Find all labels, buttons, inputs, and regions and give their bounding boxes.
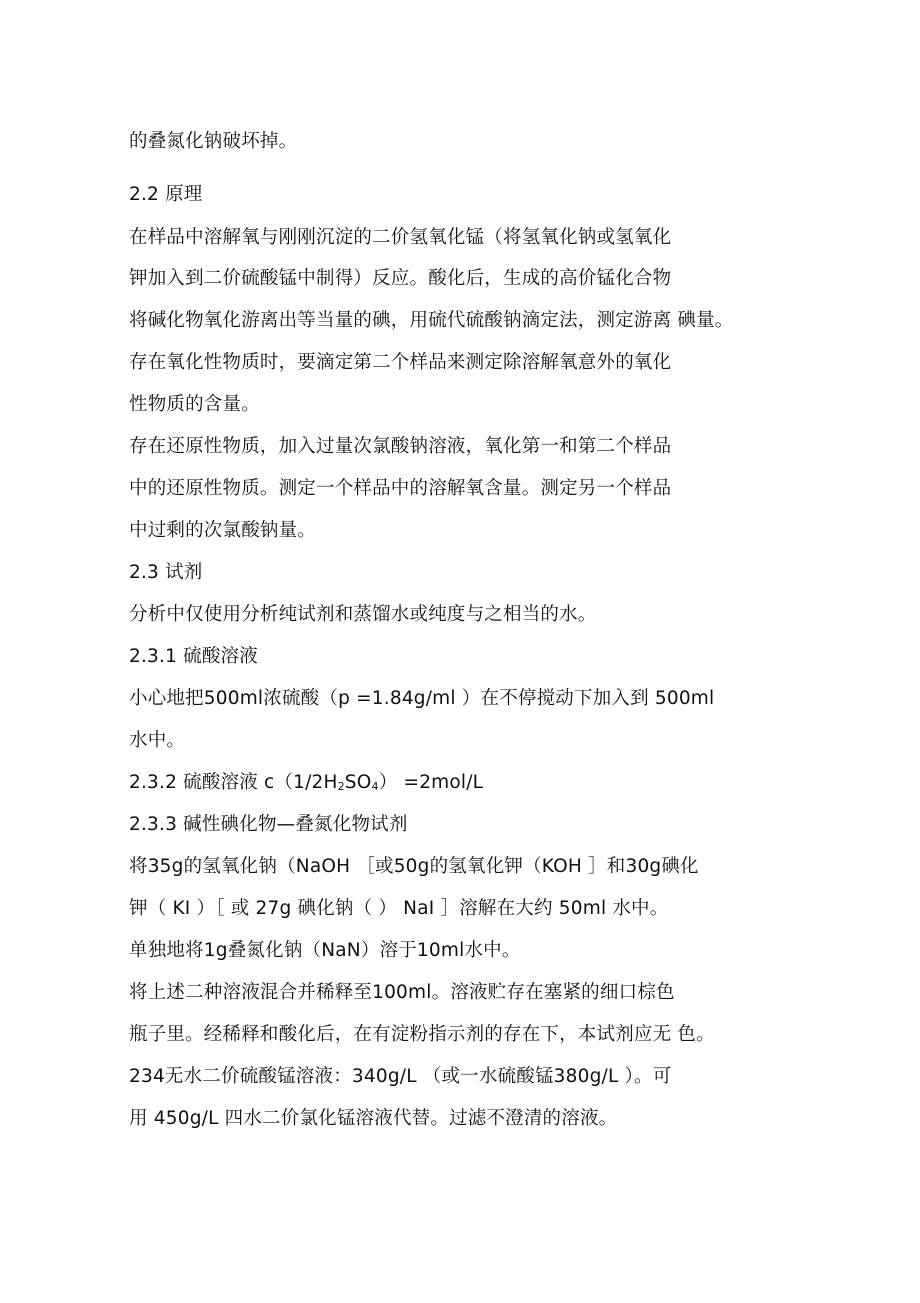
text-line: 分析中仅使用分析纯试剂和蒸馏水或纯度与之相当的水。 [129,604,597,625]
text-line: 钾加入到二价硫酸锰中制得）反应。酸化后，生成的高价锰化合物 [129,268,672,289]
text-line: 小心地把500ml浓硫酸（p =1.84g/ml ）在不停搅动下加入到 500ml [129,688,715,709]
text-line: 用 450g/L 四水二价氯化锰溶液代替。过滤不澄清的溶液。 [129,1108,618,1129]
text-line: 存在还原性物质，加入过量次氯酸钠溶液，氧化第一和第二个样品 [129,436,672,457]
text-line: 钾（ KI ）［ 或 27g 碘化钠（ ） NaI ］溶解在大约 50ml 水中。 [129,898,669,919]
text-line: 水中。 [129,730,186,751]
formula-subscript: 2 [337,780,345,793]
subsection-heading: 2.3.3 碱性碘化物—叠氮化物试剂 [129,814,408,835]
formula-subscript: 4 [371,780,379,793]
text-line: 单独地将1g叠氮化钠（NaN）溶于10ml水中。 [129,940,521,961]
text-line: 将上述二种溶液混合并稀释至100ml。溶液贮存在塞紧的细口棕色 [129,982,675,1003]
section-heading: 2.2 原理 [129,184,203,205]
text-line: 的叠氮化钠破坏掉。 [129,131,298,152]
text-line: 在样品中溶解氧与刚刚沉淀的二价氢氧化锰（将氢氧化钠或氢氧化 [129,227,672,248]
text-line: 中的还原性物质。测定一个样品中的溶解氧含量。测定另一个样品 [129,478,672,499]
text-line: 存在氧化性物质时，要滴定第二个样品来测定除溶解氧意外的氧化 [129,352,672,373]
formula-prefix: 2.3.2 硫酸溶液 c（1/2H [129,772,338,793]
formula-mid: SO [344,772,372,793]
text-line: 将碱化物氧化游离出等当量的碘，用硫代硫酸钠滴定法，测定游离 碘量。 [129,310,734,331]
text-line: 中过剩的次氯酸钠量。 [129,520,317,541]
text-line: 性物质的含量。 [129,394,260,415]
text-line: 234无水二价硫酸锰溶液：340g/L （或一水硫酸锰380g/L ）。可 [129,1066,672,1087]
formula-line [129,768,483,798]
section-heading: 2.3 试剂 [129,562,203,583]
formula-suffix: ） =2mol/L [378,772,484,793]
subsection-heading: 2.3.1 硫酸溶液 [129,646,258,667]
text-line: 将35g的氢氧化钠（NaOH ［或50g的氢氧化钾（KOH ］和30g碘化 [129,856,699,877]
text-line: 瓶子里。经稀释和酸化后，在有淀粉指示剂的存在下，本试剂应无 色。 [129,1024,715,1045]
